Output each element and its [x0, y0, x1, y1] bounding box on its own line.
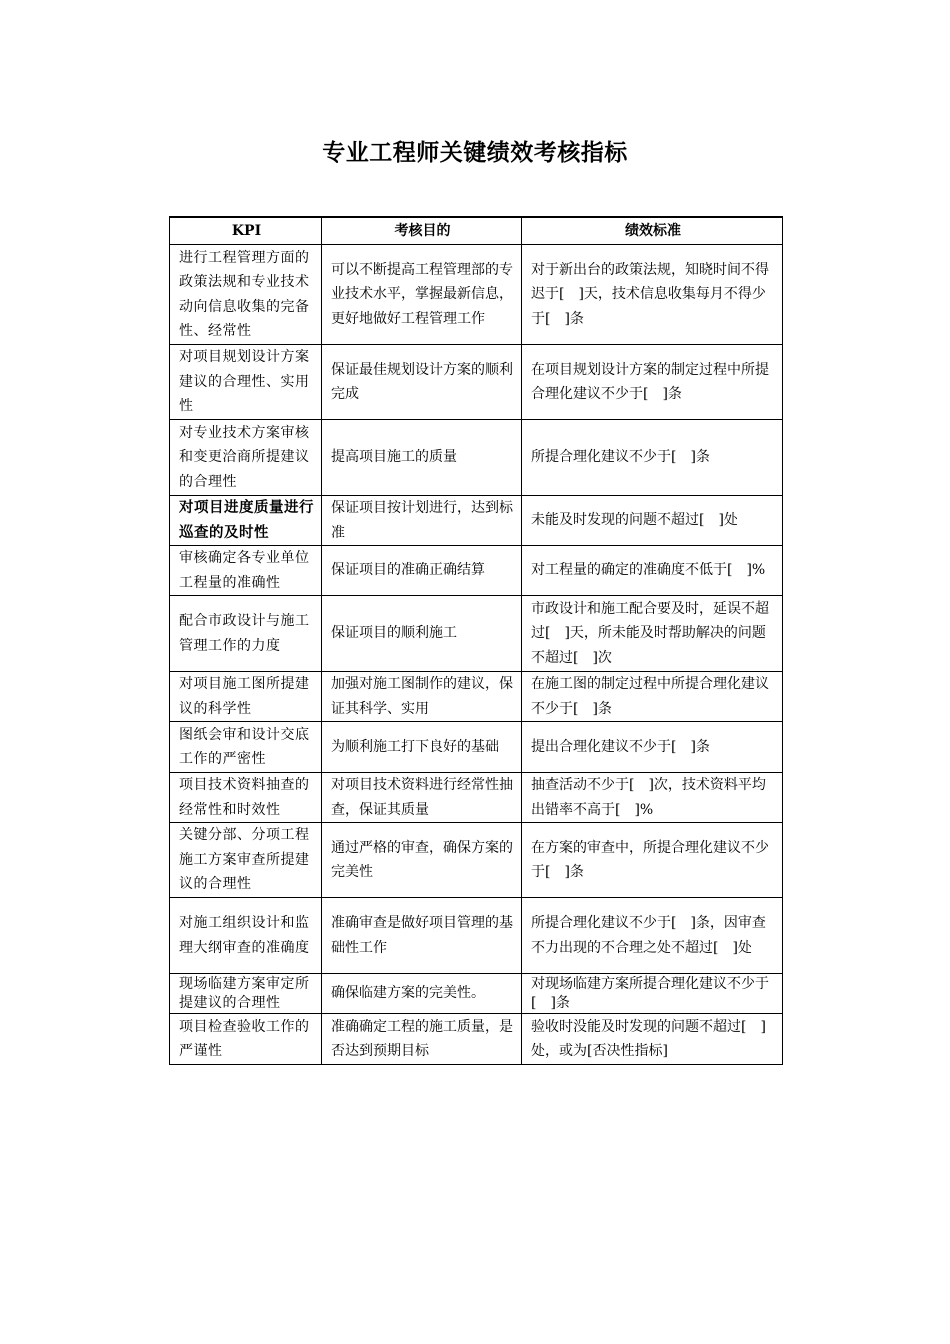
kpi-cell: 进行工程管理方面的政策法规和专业技术动向信息收集的完备性、经常性	[170, 245, 322, 345]
standard-cell: 对于新出台的政策法规，知晓时间不得迟于[ ]天，技术信息收集每月不得少于[ ]条	[522, 245, 783, 345]
table-row	[170, 245, 783, 345]
purpose-cell: 确保临建方案的完美性。	[322, 974, 522, 1014]
standard-cell: 对工程量的确定的准确度不低于[ ]%	[522, 546, 783, 596]
purpose-cell: 对项目技术资料进行经常性抽查，保证其质量	[322, 773, 522, 823]
standard-cell: 在施工图的制定过程中所提合理化建议不少于[ ]条	[522, 672, 783, 722]
table-row	[170, 345, 783, 420]
table-row	[170, 974, 783, 1014]
kpi-cell: 对专业技术方案审核和变更洽商所提建议的合理性	[170, 420, 322, 496]
kpi-cell: 现场临建方案审定所提建议的合理性	[170, 974, 322, 1014]
kpi-cell: 项目检查验收工作的严谨性	[170, 1014, 322, 1065]
purpose-cell: 提高项目施工的质量	[322, 420, 522, 496]
kpi-cell: 图纸会审和设计交底工作的严密性	[170, 722, 322, 773]
standard-cell: 提出合理化建议不少于[ ]条	[522, 722, 783, 773]
header-kpi: KPI	[170, 217, 322, 245]
table-row	[170, 898, 783, 974]
standard-cell: 市政设计和施工配合要及时，延误不超过[ ]天，所未能及时帮助解决的问题不超过[ ]次	[522, 596, 783, 672]
purpose-cell: 保证项目的准确正确结算	[322, 546, 522, 596]
purpose-cell: 准确审查是做好项目管理的基础性工作	[322, 898, 522, 974]
kpi-cell: 项目技术资料抽查的经常性和时效性	[170, 773, 322, 823]
table-row	[170, 596, 783, 672]
table-row	[170, 823, 783, 898]
header-purpose: 考核目的	[322, 217, 522, 245]
purpose-cell: 保证最佳规划设计方案的顺利完成	[322, 345, 522, 420]
kpi-cell: 对项目施工图所提建议的科学性	[170, 672, 322, 722]
standard-cell: 在方案的审查中，所提合理化建议不少于[ ]条	[522, 823, 783, 898]
table-row	[170, 773, 783, 823]
standard-cell: 在项目规划设计方案的制定过程中所提合理化建议不少于[ ]条	[522, 345, 783, 420]
standard-cell: 验收时没能及时发现的问题不超过[ ]处，或为[否决性指标]	[522, 1014, 783, 1065]
table-row	[170, 546, 783, 596]
table-row	[170, 1014, 783, 1065]
kpi-cell: 对项目规划设计方案建议的合理性、实用性	[170, 345, 322, 420]
kpi-cell: 审核确定各专业单位工程量的准确性	[170, 546, 322, 596]
header-standard: 绩效标准	[522, 217, 783, 245]
table-row	[170, 496, 783, 546]
kpi-cell: 对施工组织设计和监理大纲审查的准确度	[170, 898, 322, 974]
table-header-row	[170, 217, 783, 245]
kpi-cell: 对项目进度质量进行巡查的及时性	[170, 496, 322, 546]
purpose-cell: 准确确定工程的施工质量，是否达到预期目标	[322, 1014, 522, 1065]
kpi-cell: 配合市政设计与施工管理工作的力度	[170, 596, 322, 672]
standard-cell: 未能及时发现的问题不超过[ ]处	[522, 496, 783, 546]
standard-cell: 所提合理化建议不少于[ ]条，因审查不力出现的不合理之处不超过[ ]处	[522, 898, 783, 974]
standard-cell: 抽查活动不少于[ ]次，技术资料平均出错率不高于[ ]%	[522, 773, 783, 823]
purpose-cell: 保证项目的顺利施工	[322, 596, 522, 672]
purpose-cell: 加强对施工图制作的建议，保证其科学、实用	[322, 672, 522, 722]
purpose-cell: 可以不断提高工程管理部的专业技术水平，掌握最新信息，更好地做好工程管理工作	[322, 245, 522, 345]
standard-cell: 对现场临建方案所提合理化建议不少于[ ]条	[522, 974, 783, 1014]
kpi-table	[169, 216, 783, 1065]
table-row	[170, 722, 783, 773]
table-row	[170, 672, 783, 722]
purpose-cell: 通过严格的审查，确保方案的完美性	[322, 823, 522, 898]
kpi-cell: 关键分部、分项工程施工方案审查所提建议的合理性	[170, 823, 322, 898]
purpose-cell: 保证项目按计划进行，达到标准	[322, 496, 522, 546]
purpose-cell: 为顺利施工打下良好的基础	[322, 722, 522, 773]
page-title: 专业工程师关键绩效考核指标	[322, 140, 628, 166]
standard-cell: 所提合理化建议不少于[ ]条	[522, 420, 783, 496]
table-row	[170, 420, 783, 496]
